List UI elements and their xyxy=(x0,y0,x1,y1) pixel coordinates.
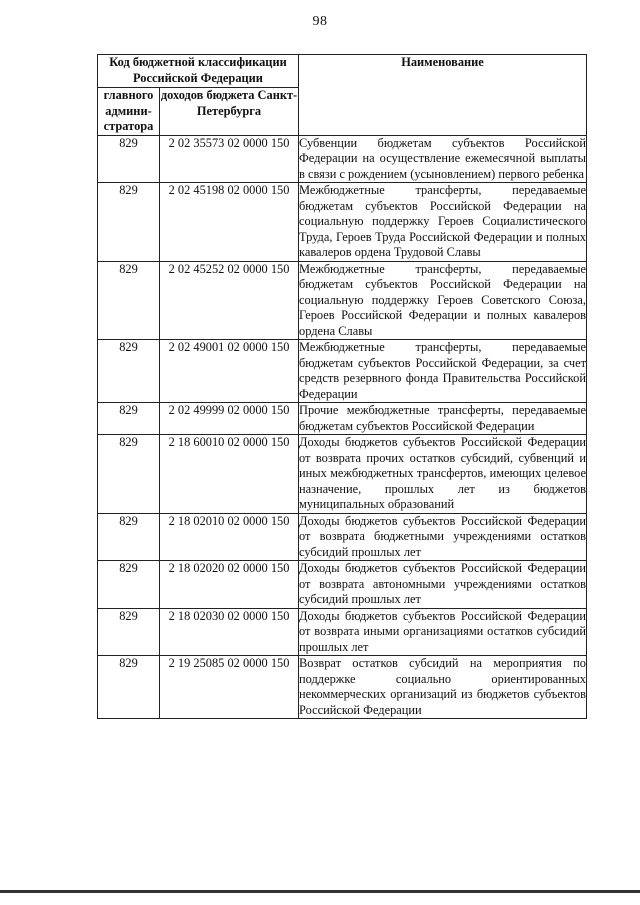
page-bottom-rule xyxy=(0,890,640,893)
table-row xyxy=(98,340,587,403)
row-budget-code: 2 18 02030 02 0000 150 xyxy=(160,608,299,656)
row-admin-code: 829 xyxy=(98,183,160,262)
row-name: Прочие межбюджетные трансферты, передаваемые бюджетам субъектов Российской Федерации xyxy=(299,403,586,433)
header-name: Наименование xyxy=(299,55,587,136)
table-header xyxy=(98,55,587,136)
row-admin-code: 829 xyxy=(98,403,160,435)
row-budget-code: 2 02 45198 02 0000 150 xyxy=(160,183,299,262)
table-row xyxy=(98,403,587,435)
row-name: Межбюджетные трансферты, передаваемые бюджетам субъектов Российской Федерации на социальную поддержку Героев Социалистического Труда, Героев Труда Российской Федерации и полных кавалеров ордена Трудовой Славы xyxy=(299,183,586,259)
row-admin-code: 829 xyxy=(98,561,160,609)
row-name: Межбюджетные трансферты, передаваемые бюджетам субъектов Российской Федерации на социальную поддержку Героев Советского Союза, Героев Российской Федерации и полных кавалеров ордена Славы xyxy=(299,261,586,338)
row-name: Субвенции бюджетам субъектов Российской Федерации на осуществление ежемесячной выплаты в связи с рождением (усыновлением) первого ребенка xyxy=(299,135,586,181)
header-row-group xyxy=(98,55,587,88)
row-budget-code: 2 02 49001 02 0000 150 xyxy=(160,340,299,403)
row-admin-code: 829 xyxy=(98,435,160,514)
row-admin-code: 829 xyxy=(98,340,160,403)
row-budget-code: 2 02 35573 02 0000 150 xyxy=(160,135,299,183)
row-admin-code: 829 xyxy=(98,656,160,719)
page-number: 98 xyxy=(312,14,328,29)
row-admin-code: 829 xyxy=(98,261,160,340)
table-row xyxy=(98,183,587,262)
header-admin: главного админи- стратора xyxy=(98,88,160,136)
row-budget-code: 2 18 60010 02 0000 150 xyxy=(160,435,299,514)
table-row xyxy=(98,561,587,609)
row-budget-code: 2 02 49999 02 0000 150 xyxy=(160,403,299,435)
table-row xyxy=(98,608,587,656)
row-admin-code: 829 xyxy=(98,608,160,656)
table-body xyxy=(98,135,587,719)
row-budget-code: 2 18 02010 02 0000 150 xyxy=(160,513,299,561)
row-name: Доходы бюджетов субъектов Российской Федерации от возврата бюджетными учреждениями остатков субсидий прошлых лет xyxy=(299,513,586,559)
table-row xyxy=(98,513,587,561)
table-row xyxy=(98,261,587,340)
header-income: доходов бюджета Санкт-Петербурга xyxy=(160,88,299,136)
row-admin-code: 829 xyxy=(98,513,160,561)
table-row xyxy=(98,135,587,183)
row-name: Доходы бюджетов субъектов Российской Федерации от возврата автономными учреждениями остатков субсидий прошлых лет xyxy=(299,561,586,606)
row-budget-code: 2 18 02020 02 0000 150 xyxy=(160,561,299,609)
budget-classification-table xyxy=(97,54,587,719)
row-name: Межбюджетные трансферты, передаваемые бюджетам субъектов Российской Федерации, за счет средств резервного фонда Правительства Российской Федерации xyxy=(299,340,586,401)
row-name: Возврат остатков субсидий на мероприятия по поддержке социально ориентированных некоммерческих организаций из бюджетов субъектов Российской Федерации xyxy=(299,656,586,717)
row-name: Доходы бюджетов субъектов Российской Федерации от возврата прочих остатков субсидий, субвенций и иных межбюджетных трансфертов, имеющих целевое назначение, прошлых лет из бюджетов муниципальных образований xyxy=(299,435,586,511)
row-admin-code: 829 xyxy=(98,135,160,183)
table-row xyxy=(98,435,587,514)
header-code-group: Код бюджетной классификации Российской Федерации xyxy=(98,55,299,88)
table-row xyxy=(98,656,587,719)
row-budget-code: 2 19 25085 02 0000 150 xyxy=(160,656,299,719)
row-name: Доходы бюджетов субъектов Российской Федерации от возврата иными организациями остатков субсидий прошлых лет xyxy=(299,608,586,654)
row-budget-code: 2 02 45252 02 0000 150 xyxy=(160,261,299,340)
